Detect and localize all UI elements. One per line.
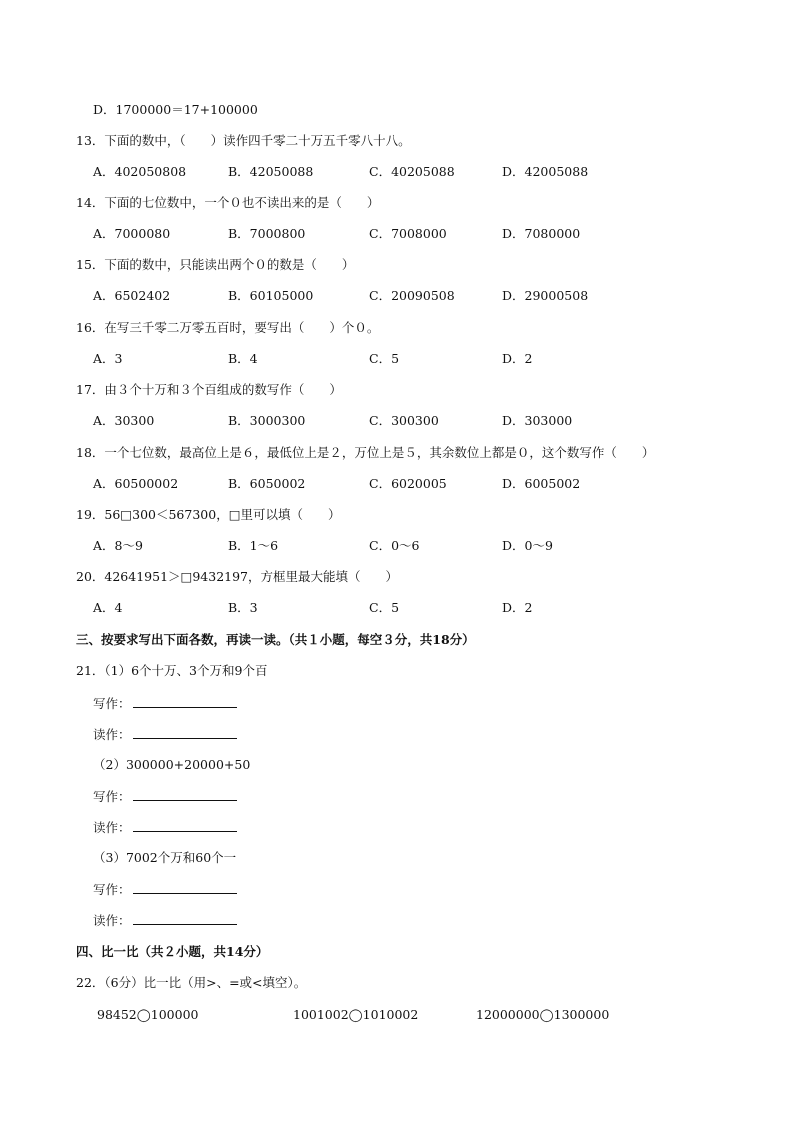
- question-21-part-2: （2）300000+20000+50: [93, 757, 251, 772]
- option-b[interactable]: B．3: [228, 600, 258, 615]
- option-a[interactable]: A．6502402: [93, 288, 171, 303]
- option-b[interactable]: B．42050088: [228, 164, 314, 179]
- option-b[interactable]: B．7000800: [228, 226, 306, 241]
- answer-write-3: [93, 881, 237, 898]
- question-stem: 16．在写三千零二万零五百时，要写出（ ）个０。: [76, 320, 380, 335]
- option-d[interactable]: D．0～9: [502, 538, 553, 553]
- question-21-stem: 21．（1）6个十万、3个万和9个百: [76, 663, 268, 678]
- option-d[interactable]: D．7080000: [502, 226, 581, 241]
- answer-blank[interactable]: [133, 881, 237, 894]
- comparison-2[interactable]: 1001002◯1010002: [293, 1007, 419, 1022]
- option-c[interactable]: C．6020005: [369, 476, 447, 491]
- answer-blank[interactable]: [133, 788, 237, 801]
- option-b[interactable]: B．60105000: [228, 288, 314, 303]
- option-a[interactable]: A．7000080: [93, 226, 171, 241]
- read-label: 读作：: [93, 913, 131, 928]
- answer-read-3: [93, 912, 237, 929]
- comparison-3[interactable]: 12000000◯1300000: [476, 1007, 610, 1022]
- option-a[interactable]: A．402050808: [93, 164, 187, 179]
- option-b[interactable]: B．3000300: [228, 413, 306, 428]
- option-b[interactable]: B．4: [228, 351, 258, 366]
- answer-blank[interactable]: [133, 819, 237, 832]
- option-c[interactable]: C．5: [369, 600, 400, 615]
- write-label: 写作：: [93, 882, 131, 897]
- option-c[interactable]: C．0～6: [369, 538, 420, 553]
- option-a[interactable]: A．30300: [93, 413, 155, 428]
- option-b[interactable]: B．1～6: [228, 538, 279, 553]
- question-stem: 15．下面的数中，只能读出两个０的数是（ ）: [76, 257, 355, 272]
- comparison-1[interactable]: 98452◯100000: [97, 1007, 199, 1022]
- option-c[interactable]: C．300300: [369, 413, 439, 428]
- question-21-part-3: （3）7002个万和60个一: [93, 850, 237, 865]
- option-c[interactable]: C．40205088: [369, 164, 455, 179]
- read-label: 读作：: [93, 820, 131, 835]
- option-d[interactable]: D．2: [502, 600, 533, 615]
- option-a[interactable]: A．4: [93, 600, 123, 615]
- option-a[interactable]: A．8～9: [93, 538, 143, 553]
- section-4-heading: 四、比一比（共２小题，共14分）: [76, 944, 269, 959]
- write-label: 写作：: [93, 696, 131, 711]
- option-d[interactable]: D．303000: [502, 413, 573, 428]
- question-stem: 14．下面的七位数中，一个０也不读出来的是（ ）: [76, 195, 380, 210]
- option-c[interactable]: C．20090508: [369, 288, 455, 303]
- question-stem: 13．下面的数中，（ ）读作四千零二十万五千零八十八。: [76, 133, 411, 148]
- option-a[interactable]: A．3: [93, 351, 123, 366]
- option-b[interactable]: B．6050002: [228, 476, 306, 491]
- answer-blank[interactable]: [133, 912, 237, 925]
- option-c[interactable]: C．7008000: [369, 226, 447, 241]
- question-stem: 19．56□300＜567300，□里可以填（ ）: [76, 507, 341, 522]
- question-stem: 18．一个七位数，最高位上是６，最低位上是２，万位上是５，其余数位上都是０，这个数写作（ ）: [76, 445, 655, 460]
- option-a[interactable]: A．60500002: [93, 476, 179, 491]
- question-continuation: D．1700000＝17+100000: [93, 102, 258, 117]
- answer-write-2: [93, 788, 237, 805]
- answer-blank[interactable]: [133, 695, 237, 708]
- answer-write-1: [93, 695, 237, 712]
- question-stem: 20．42641951＞□9432197，方框里最大能填（ ）: [76, 569, 399, 584]
- answer-blank[interactable]: [133, 726, 237, 739]
- option-d[interactable]: D．6005002: [502, 476, 581, 491]
- write-label: 写作：: [93, 789, 131, 804]
- option-d[interactable]: D．29000508: [502, 288, 589, 303]
- option-d[interactable]: D．2: [502, 351, 533, 366]
- section-3-heading: 三、按要求写出下面各数，再读一读。（共１小题，每空３分，共18分）: [76, 632, 475, 647]
- option-d[interactable]: D．42005088: [502, 164, 589, 179]
- question-stem: 17．由３个十万和３个百组成的数写作（ ）: [76, 382, 342, 397]
- read-label: 读作：: [93, 727, 131, 742]
- question-22-stem: 22．（6分）比一比（用>、=或<填空）。: [76, 975, 307, 990]
- answer-read-2: [93, 819, 237, 836]
- answer-read-1: [93, 726, 237, 743]
- option-c[interactable]: C．5: [369, 351, 400, 366]
